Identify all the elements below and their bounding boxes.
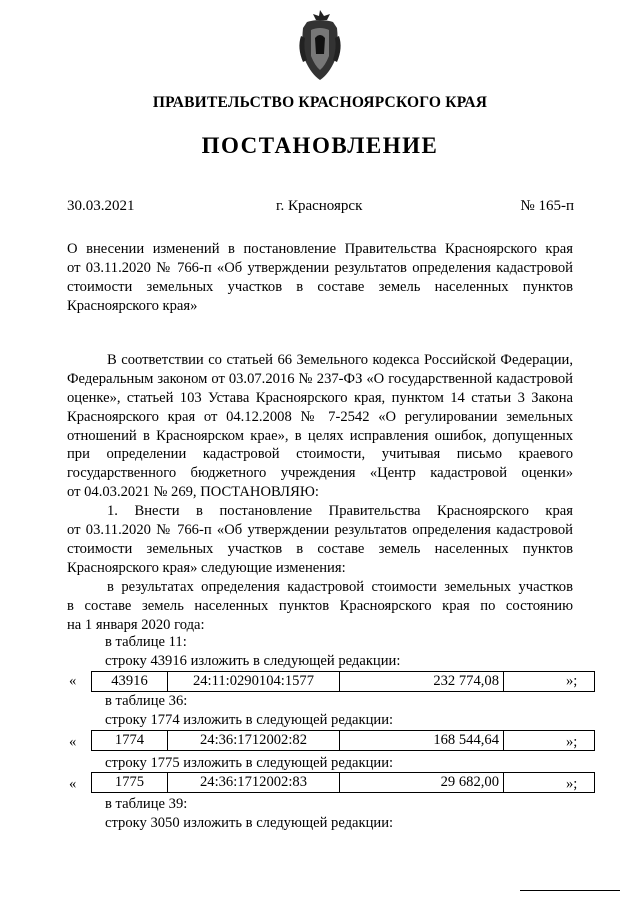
- results-line: в составе земель населенных пунктов Красноярского края по состоянию: [67, 597, 573, 614]
- preamble-line: В соответствии со статьей 66 Земельного кодекса Российской Федерации,: [107, 352, 573, 368]
- item-1-line: стоимости земельных участков в составе земель населенных пунктов: [67, 540, 573, 557]
- preamble-line: Красноярского края от 04.12.2008 № 7-2542 «О регулировании земельных: [67, 408, 573, 425]
- preamble-line: отношений в Красноярском крае», в целях исправления ошибок, допущенных: [67, 427, 573, 444]
- subject-block: [67, 240, 573, 316]
- close-quote: »;: [566, 776, 578, 792]
- item-1-line: 1. Внести в постановление Правительства Красноярского края: [107, 503, 573, 519]
- table-39-intro: в таблице 39:: [105, 796, 188, 812]
- close-quote: »;: [566, 673, 578, 689]
- subject-line: от 03.11.2020 № 766-п «Об утверждении результатов определения кадастровой: [67, 259, 573, 276]
- open-quote: «: [69, 734, 77, 750]
- subject-line: стоимости земельных участков в составе земель населенных пунктов: [67, 278, 573, 295]
- document-city: г. Красноярск: [276, 198, 363, 214]
- document-type: ПОСТАНОВЛЕНИЕ: [201, 133, 439, 158]
- item-1-block: [67, 502, 573, 578]
- document-date: 30.03.2021: [67, 198, 135, 214]
- table-cell: 24:11:0290104:1577: [168, 672, 340, 692]
- table-11-intro: в таблице 11:: [105, 634, 187, 650]
- footer-rule: [520, 890, 620, 891]
- preamble-line: при определении кадастровой стоимости, учитывая письмо краевого: [67, 446, 573, 463]
- table-cell-empty: [504, 773, 595, 793]
- government-title: ПРАВИТЕЛЬСТВО КРАСНОЯРСКОГО КРАЯ: [152, 94, 488, 111]
- table-cell: 24:36:1712002:83: [168, 773, 340, 793]
- preamble-block: [67, 351, 573, 502]
- subject-line: О внесении изменений в постановление Правительства Красноярского края: [67, 241, 573, 257]
- table-36-row-2: [91, 772, 595, 793]
- preamble-line: Федеральным законом от 03.07.2016 № 237-ФЗ «О государственной кадастровой: [67, 370, 573, 387]
- table-36-row-2-intro: строку 1775 изложить в следующей редакции:: [105, 755, 394, 771]
- results-line: в результатах определения кадастровой стоимости земельных участков: [107, 579, 573, 595]
- table-36-row-1: [91, 730, 595, 751]
- results-block: [67, 578, 573, 635]
- open-quote: «: [69, 776, 77, 792]
- table-cell-empty: [504, 731, 595, 751]
- table-cell: 43916: [92, 672, 168, 692]
- table-36-intro: в таблице 36:: [105, 693, 188, 709]
- table-11-row-intro: строку 43916 изложить в следующей редакции:: [105, 653, 401, 669]
- coat-of-arms-emblem: [297, 8, 343, 84]
- subject-line: Красноярского края»: [67, 297, 198, 314]
- table-cell: 1775: [92, 773, 168, 793]
- table-cell: 168 544,64: [340, 731, 504, 751]
- open-quote: «: [69, 673, 77, 689]
- preamble-line: от 04.03.2021 № 269, ПОСТАНОВЛЯЮ:: [67, 484, 319, 501]
- table-39-row-intro: строку 3050 изложить в следующей редакции:: [105, 815, 394, 831]
- close-quote: »;: [566, 734, 578, 750]
- item-1-line: Красноярского края» следующие изменения:: [67, 559, 346, 576]
- table-cell: 29 682,00: [340, 773, 504, 793]
- table-cell: 232 774,08: [340, 672, 504, 692]
- item-1-line: от 03.11.2020 № 766-п «Об утверждении результатов определения кадастровой: [67, 521, 573, 538]
- preamble-line: оценке», статьей 103 Устава Красноярского края, пунктом 14 статьи 3 Закона: [67, 389, 573, 406]
- results-line: на 1 января 2020 года:: [67, 616, 205, 633]
- table-cell-empty: [504, 672, 595, 692]
- table-11-row: [91, 671, 595, 692]
- table-cell: 1774: [92, 731, 168, 751]
- table-36-row-1-intro: строку 1774 изложить в следующей редакции:: [105, 712, 394, 728]
- document-number: № 165-п: [520, 198, 574, 214]
- preamble-line: государственного бюджетного учреждения «Центр кадастровой оценки»: [67, 465, 573, 482]
- table-cell: 24:36:1712002:82: [168, 731, 340, 751]
